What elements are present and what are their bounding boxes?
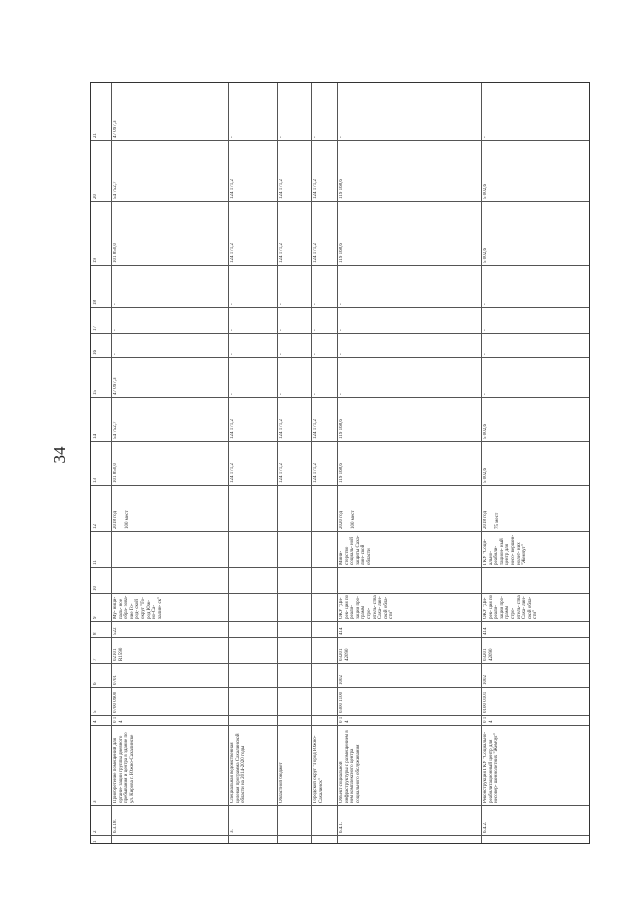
cell-c18: - [313, 303, 318, 305]
cell-c14: 5 002,6 [483, 424, 488, 439]
cell-c19: 119 168,6 [339, 243, 344, 263]
cell-rz: 0100 0101 [483, 691, 488, 713]
cell-exec: Мини- стерство социаль- ной защиты Саха- лин- ской области [339, 535, 372, 565]
row-divider [337, 83, 338, 843]
cell-c20: 124 171,2 [313, 179, 318, 199]
cell-c13: 119 168,6 [339, 463, 344, 483]
cell-c15: - [313, 393, 318, 395]
cell-c21: - [230, 136, 235, 138]
page-number: 34 [50, 446, 69, 464]
cell-c14: 124 171,2 [279, 419, 284, 439]
cell-csr: 03201 42090 [339, 648, 350, 661]
cell-c17: - [113, 329, 118, 331]
header-cell-5: 5 [93, 710, 98, 713]
header-cell-15: 15 [93, 390, 98, 395]
column-divider [91, 835, 589, 836]
cell-c15: - [339, 393, 344, 395]
cell-num: 6.3.18. [113, 819, 118, 833]
header-cell-16: 16 [93, 350, 98, 355]
row-divider [111, 83, 112, 843]
cell-c14: 124 171,2 [313, 419, 318, 439]
cell-exec: ГКУ "Соци- ально- реабили- тацион- ный центр для несо- вершен- нолет- них "Жемчуг" [483, 534, 528, 565]
cell-num: 6.4.1. [339, 821, 344, 833]
cell-c13: 124 171,2 [230, 463, 235, 483]
cell-c19: 101 850,0 [113, 243, 118, 263]
cell-kbk: Му- ници- паль- ное обра- зова- ние Го- род- ской округ "Го- род Юж- но-Са- халин- ск" [113, 595, 163, 619]
cell-c18: - [230, 303, 235, 305]
cell-c17: - [230, 329, 235, 331]
header-cell-8: 8 [93, 632, 98, 635]
cell-kbk: ОКУ "Ди- рек- ция по реали- зации про- грамм стро- итель- ства Саха- лин- ской обла- сти" [339, 594, 395, 619]
cell-capacity: 100 мест [351, 510, 356, 529]
cell-c16: - [230, 353, 235, 355]
cell-capacity: 100 мест [125, 510, 130, 529]
header-cell-12: 12 [93, 524, 98, 529]
cell-c20: 124 171,2 [279, 179, 284, 199]
cell-name: Объект социальной инфраструктуры с размещением в нем комплексного центра социального обслуживания [339, 730, 361, 803]
cell-num: 3. [230, 829, 235, 833]
header-cell-14: 14 [93, 434, 98, 439]
cell-c14: 54 752,7 [113, 421, 118, 439]
cell-pr: 1002 [483, 675, 488, 685]
cell-c15: - [279, 393, 284, 395]
cell-c21: - [483, 136, 488, 138]
cell-c21: - [339, 136, 344, 138]
cell-rz: 0300 1100 [339, 691, 344, 713]
header-cell-9: 9 [93, 616, 98, 619]
cell-csr: 03201 42090 [483, 648, 494, 661]
cell-gp: 0 1 4 [483, 716, 494, 723]
cell-c18: - [113, 303, 118, 305]
cell-c20: 119 168,6 [339, 179, 344, 199]
cell-c18: - [339, 303, 344, 305]
header-cell-2: 2 [93, 830, 98, 833]
cell-pr: 0701 [113, 675, 118, 685]
cell-vr: 414 [483, 627, 488, 635]
cell-c20: 124 171,2 [230, 179, 235, 199]
rotated-table-sheet [90, 82, 590, 844]
cell-c15: - [230, 393, 235, 395]
cell-c13: 124 171,2 [313, 463, 318, 483]
cell-c18: - [483, 303, 488, 305]
column-divider [91, 567, 589, 568]
cell-num: 6.4.2. [483, 821, 488, 833]
row-divider [481, 83, 482, 843]
cell-c15: - [483, 393, 488, 395]
cell-c16: - [339, 353, 344, 355]
header-cell-19: 19 [93, 258, 98, 263]
cell-c17: - [279, 329, 284, 331]
cell-c16: - [313, 353, 318, 355]
cell-name: Городской округ "Город Южно-Сахалинск" [313, 735, 324, 803]
cell-vr: 522 [113, 627, 118, 635]
cell-csr: 02101 R1590 [113, 647, 124, 661]
cell-c17: - [313, 329, 318, 331]
cell-name: Реконструкция ГКУ "Социально- реабилитационный центр для несовер- шеннолетних "Жемчуг" [483, 731, 500, 803]
header-cell-18: 18 [93, 300, 98, 305]
cell-term: 2018 год [483, 510, 488, 529]
header-cell-10: 10 [93, 586, 98, 591]
cell-kbk: ОКУ "Ди- рек- ция по реали- зации про- грамм стро- итель- ства Саха- лин- ской обла- сти" [483, 594, 539, 619]
cell-vr: 414 [339, 627, 344, 635]
cell-c19: 124 171,2 [230, 243, 235, 263]
cell-c17: - [483, 329, 488, 331]
cell-c20: 54 752,7 [113, 181, 118, 199]
header-cell-6: 6 [93, 682, 98, 685]
cell-c21: 47 097,3 [113, 120, 118, 138]
cell-c14: 119 168,6 [339, 419, 344, 439]
row-divider [277, 83, 278, 843]
cell-c13: 5 002,6 [483, 468, 488, 483]
header-cell-21: 21 [93, 133, 98, 138]
cell-c20: 5 002,6 [483, 184, 488, 199]
cell-c21: - [313, 136, 318, 138]
header-cell-4: 4 [93, 720, 98, 723]
cell-c19: 124 171,2 [279, 243, 284, 263]
header-cell-7: 7 [93, 658, 98, 661]
cell-capacity: 75 мест [495, 512, 500, 529]
header-cell-11: 11 [93, 560, 98, 565]
row-divider [228, 83, 229, 843]
cell-c21: - [279, 136, 284, 138]
cell-c13: 101 850,0 [113, 463, 118, 483]
cell-c14: 124 171,2 [230, 419, 235, 439]
cell-name: Приобретение помещений для органи- зации группы дневного пребывания и центра в здание по ул. Кирова г. Южно-Сахалинске [113, 732, 135, 803]
header-cell-17: 17 [93, 326, 98, 331]
cell-name: Областной бюджет [279, 762, 284, 803]
cell-c15: 47 097,3 [113, 377, 118, 395]
header-cell-1: 1 [93, 840, 98, 843]
cell-pr: 1002 [339, 675, 344, 685]
cell-c16: - [279, 353, 284, 355]
cell-c19: 5 002,6 [483, 248, 488, 263]
cell-c16: - [113, 353, 118, 355]
row-divider [311, 83, 312, 843]
cell-c13: 124 171,2 [279, 463, 284, 483]
cell-c17: - [339, 329, 344, 331]
cell-term: 2020 год [339, 510, 344, 529]
header-cell-20: 20 [93, 194, 98, 199]
header-cell-13: 13 [93, 478, 98, 483]
cell-c19: 124 171,2 [313, 243, 318, 263]
cell-gp: 0 1 4 [113, 716, 124, 723]
cell-rz: 0700 0900 [113, 691, 118, 713]
cell-term: 2018 год [113, 510, 118, 529]
cell-gp: 0 1 4 [339, 716, 350, 723]
cell-name: Специальная ведомственная целевая программа Сахалинской области на 2014-2020 годы [230, 733, 247, 803]
header-cell-3: 3 [93, 800, 98, 803]
cell-c16: - [483, 353, 488, 355]
cell-c18: - [279, 303, 284, 305]
